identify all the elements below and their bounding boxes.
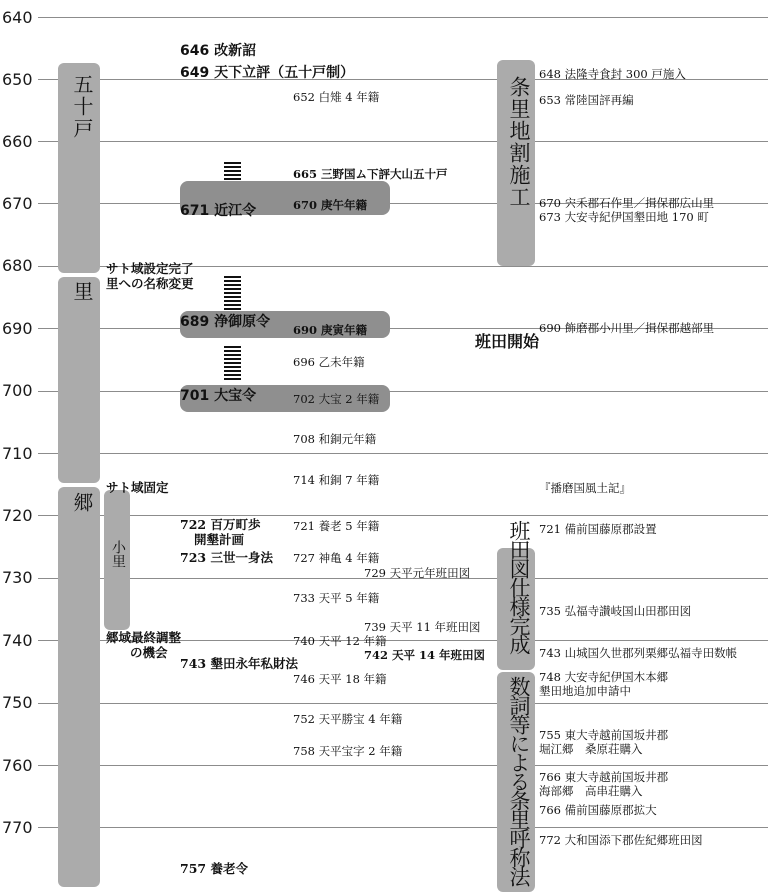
register-714: 714 和銅 7 年籍 [293,473,380,487]
year-label-770: 770 [2,818,33,837]
note-743: 743 山城国久世郡列栗郷弘福寺田数帳 [539,646,738,660]
note-653: 653 常陸国評再編 [539,93,634,107]
register-652: 652 白雉 4 年籍 [293,90,380,104]
register-758: 758 天平宝字 2 年籍 [293,744,403,758]
register-708: 708 和銅元年籍 [293,432,377,446]
year-label-670: 670 [2,194,33,213]
year-label-650: 650 [2,70,33,89]
bar-kosato-label: 小里 [110,540,126,568]
year-label-690: 690 [2,319,33,338]
bar-sato-label: 里 [70,281,94,301]
year-label-710: 710 [2,444,33,463]
note-748: 748 大安寺紀伊国木本郷 [539,670,669,684]
register-727: 727 神亀 4 年籍 [293,551,380,565]
year-label-760: 760 [2,756,33,775]
event-689: 689 浄御原令 [180,314,271,330]
event-gouiki-chance: の機会 [130,645,168,660]
note-755: 755 東大寺越前国坂井郡 [539,728,669,742]
note-766: 766 東大寺越前国坂井郡 [539,770,669,784]
register-696: 696 乙未年籍 [293,355,365,369]
note-766-sub: 海部郷 高串荘購入 [539,784,643,798]
handen-start: 班田開始 [475,332,540,351]
year-label-720: 720 [2,506,33,525]
bar-handenzu-label: 班田図仕様完成 [507,520,531,653]
note-772: 772 大和国添下郡佐紀郷班田図 [539,833,703,847]
bar-go-label: 郷 [70,492,94,512]
bar-suushi-label: 数詞等による条里呼称法 [507,676,531,885]
register-740: 740 天平 12 年籍 [293,634,387,648]
bar-go [58,487,100,887]
note-766-fujiwara: 766 備前国藤原郡拡大 [539,803,657,817]
note-755-sub: 堀江郷 桑原荘購入 [539,742,643,756]
register-665: 665 三野国ム下評大山五十戸 [293,167,448,181]
bar-gojuko-label: 五十戸 [70,74,94,140]
note-721: 721 備前国藤原郡設置 [539,522,657,536]
event-649: 649 天下立評（五十戸制） [180,65,355,81]
event-646: 646 改新詔 [180,43,257,59]
gridline-660 [38,141,768,142]
year-label-740: 740 [2,631,33,650]
register-690: 690 庚寅年籍 [293,323,368,337]
bar-sato [58,277,100,483]
register-702: 702 大宝 2 年籍 [293,392,380,406]
gridline-770 [38,827,768,828]
event-722: 722 百万町歩 [180,517,261,532]
note-harima: 『播磨国風土記』 [539,481,631,495]
register-742: 742 天平 14 年班田図 [364,648,486,662]
note-735: 735 弘福寺讃岐国山田郡田図 [539,604,692,618]
register-733: 733 天平 5 年籍 [293,591,380,605]
event-723: 723 三世一身法 [180,550,273,565]
note-690: 690 飾磨郡小川里／揖保郡越部里 [539,321,715,335]
year-label-700: 700 [2,381,33,400]
event-sato-done: サト域設定完了 [106,261,194,276]
event-757: 757 養老令 [180,861,248,876]
year-label-680: 680 [2,256,33,275]
year-label-660: 660 [2,132,33,151]
note-748-sub: 墾田地追加申請中 [539,684,631,698]
gridline-700 [38,391,768,392]
event-701: 701 大宝令 [180,388,257,404]
event-gouiki: 郷域最終調整 [106,630,182,645]
bar-jori-label: 条里地割施工 [507,76,531,208]
event-671: 671 近江令 [180,203,257,219]
year-label-730: 730 [2,568,33,587]
event-sato-rename: 里への名称変更 [106,276,194,291]
register-670: 670 庚午年籍 [293,198,368,212]
note-673: 673 大安寺紀伊国墾田地 170 町 [539,210,709,224]
year-label-640: 640 [2,8,33,27]
stripe-marker-689 [224,276,241,312]
register-729: 729 天平元年班田図 [364,566,471,580]
register-746: 746 天平 18 年籍 [293,672,387,686]
year-label-750: 750 [2,693,33,712]
event-722-plan: 開墾計画 [194,532,245,547]
register-721: 721 養老 5 年籍 [293,519,380,533]
register-739: 739 天平 11 年班田図 [364,620,481,634]
event-sato-fixed: サト域固定 [106,480,169,495]
register-752: 752 天平勝宝 4 年籍 [293,712,403,726]
gridline-760 [38,765,768,766]
gridline-720 [38,515,768,516]
gridline-640 [38,17,768,18]
note-648: 648 法隆寺食封 300 戸施入 [539,67,686,81]
stripe-marker-701 [224,346,241,382]
gridline-750 [38,703,768,704]
note-670: 670 宍禾郡石作里／揖保郡広山里 [539,196,715,210]
event-743: 743 墾田永年私財法 [180,656,298,671]
gridline-710 [38,453,768,454]
